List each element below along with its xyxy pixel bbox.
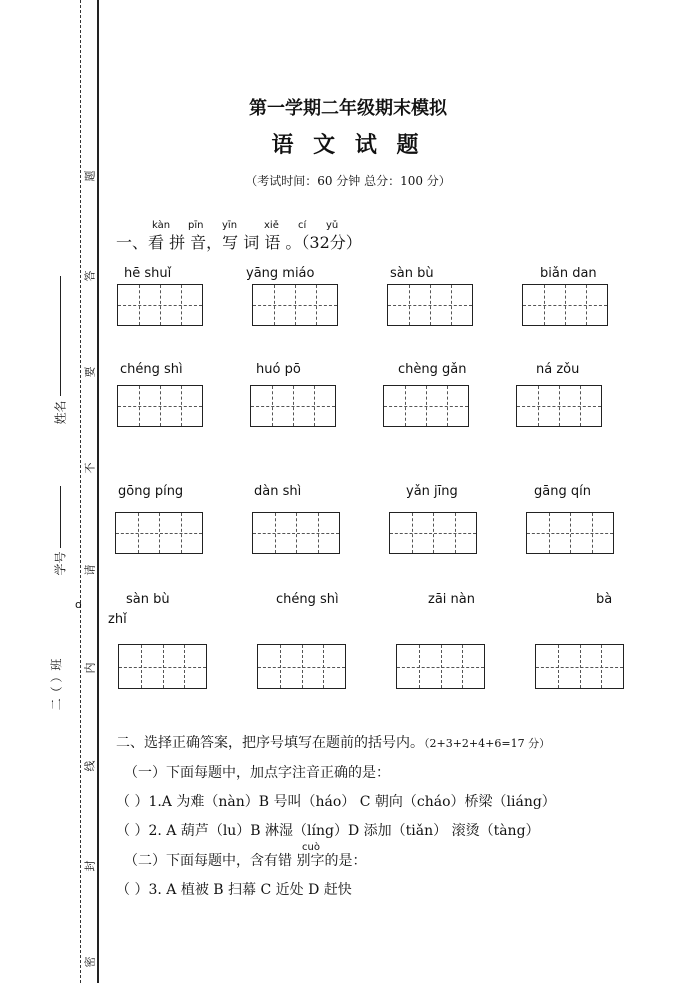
pinyin-1-4: biǎn dan [540, 266, 597, 281]
question-1: （ ）1.A 为难（nàn）B 号叫（háo） C 朝向（cháo）桥梁（liáng） [116, 794, 556, 810]
section2-heading [116, 732, 550, 752]
pinyin-2-3: chèng gǎn [398, 362, 467, 377]
writing-grid[interactable] [383, 385, 469, 427]
side-char-8: 封 [83, 860, 97, 872]
heading-ruby-1: kàn [152, 220, 171, 231]
pinyin-4-1: sàn bù [126, 592, 170, 607]
question-2: （ ）2. A 葫芦（lu）B 淋湿（líng）D 添加（tiǎn） 滚烫（tàng） [116, 823, 540, 839]
side-char-3: 要 [83, 366, 97, 378]
pinyin-1-1: hē shuǐ [124, 266, 172, 281]
writing-grid[interactable] [526, 512, 614, 554]
side-char-1: 题 [83, 170, 97, 182]
pinyin-1-2: yāng miáo [246, 266, 315, 281]
name-field-line[interactable] [60, 276, 61, 396]
writing-grid[interactable] [516, 385, 602, 427]
writing-grid[interactable] [522, 284, 608, 326]
question-3: （ ）3. A 植被 B 扫幕 C 近处 D 赶快 [116, 882, 352, 898]
number-field-line[interactable] [60, 486, 61, 548]
side-char-2: 答 [83, 270, 97, 282]
side-char-7: 线 [83, 760, 97, 772]
writing-grid[interactable] [252, 284, 338, 326]
pinyin-1-3: sàn bù [390, 266, 434, 281]
heading-ruby-4: xiě [264, 220, 279, 231]
side-char-5: 请 [83, 564, 97, 576]
exam-title: 第一学期二年级期末模拟 [249, 98, 447, 119]
pinyin-3-3: yǎn jīng [406, 484, 458, 499]
subsection-1: （一）下面每题中，加点字注音正确的是： [124, 765, 390, 781]
subsection-2: （二）下面每题中，含有错 别字的是： [124, 853, 367, 869]
class-label: 二（ ）班 [49, 658, 64, 711]
pinyin-4-3: zāi nàn [428, 592, 475, 607]
section2-heading-text: 二、选择正确答案，把序号填写在题前的括号内。 [116, 735, 424, 751]
writing-grid[interactable] [535, 644, 624, 689]
writing-grid[interactable] [118, 644, 207, 689]
pinyin-3-1: gōng píng [118, 484, 184, 499]
name-label: 姓名 [53, 400, 68, 425]
writing-grid[interactable] [387, 284, 473, 326]
pinyin-2-2: huó pō [256, 362, 301, 377]
side-char-4: 不 [83, 462, 97, 474]
heading-ruby-3: yīn [222, 220, 238, 231]
heading-ruby-5: cí [298, 220, 307, 231]
section2-score: （2+3+2+4+6=17 分） [424, 737, 551, 750]
pinyin-3-2: dàn shì [254, 484, 302, 499]
dot-mark: o [75, 598, 82, 611]
writing-grid[interactable] [117, 385, 203, 427]
writing-grid[interactable] [250, 385, 336, 427]
exam-subtitle: 语 文 试 题 [271, 132, 425, 158]
pinyin-2-1: chéng shì [120, 362, 183, 377]
writing-grid[interactable] [396, 644, 485, 689]
pinyin-4-extra: zhǐ [108, 612, 127, 627]
number-label: 学号 [53, 551, 68, 576]
side-char-9: 密 [83, 956, 97, 968]
subsection-2-ruby: cuò [302, 842, 320, 853]
heading-ruby-2: pīn [188, 220, 204, 231]
writing-grid[interactable] [115, 512, 203, 554]
pinyin-4-4: bà [596, 592, 613, 607]
writing-grid[interactable] [389, 512, 477, 554]
pinyin-4-2: chéng shì [276, 592, 339, 607]
writing-grid[interactable] [117, 284, 203, 326]
writing-grid[interactable] [252, 512, 340, 554]
exam-info: （考试时间：60 分钟 总分：100 分） [245, 174, 451, 188]
pinyin-3-4: gāng qín [534, 484, 591, 499]
writing-grid[interactable] [257, 644, 346, 689]
side-char-6: 内 [83, 662, 97, 674]
pinyin-2-4: ná zǒu [536, 362, 580, 377]
section1-heading: 一、看 拼 音，写 词 语 。（32分） [116, 233, 362, 252]
heading-ruby-6: yǔ [326, 220, 339, 231]
